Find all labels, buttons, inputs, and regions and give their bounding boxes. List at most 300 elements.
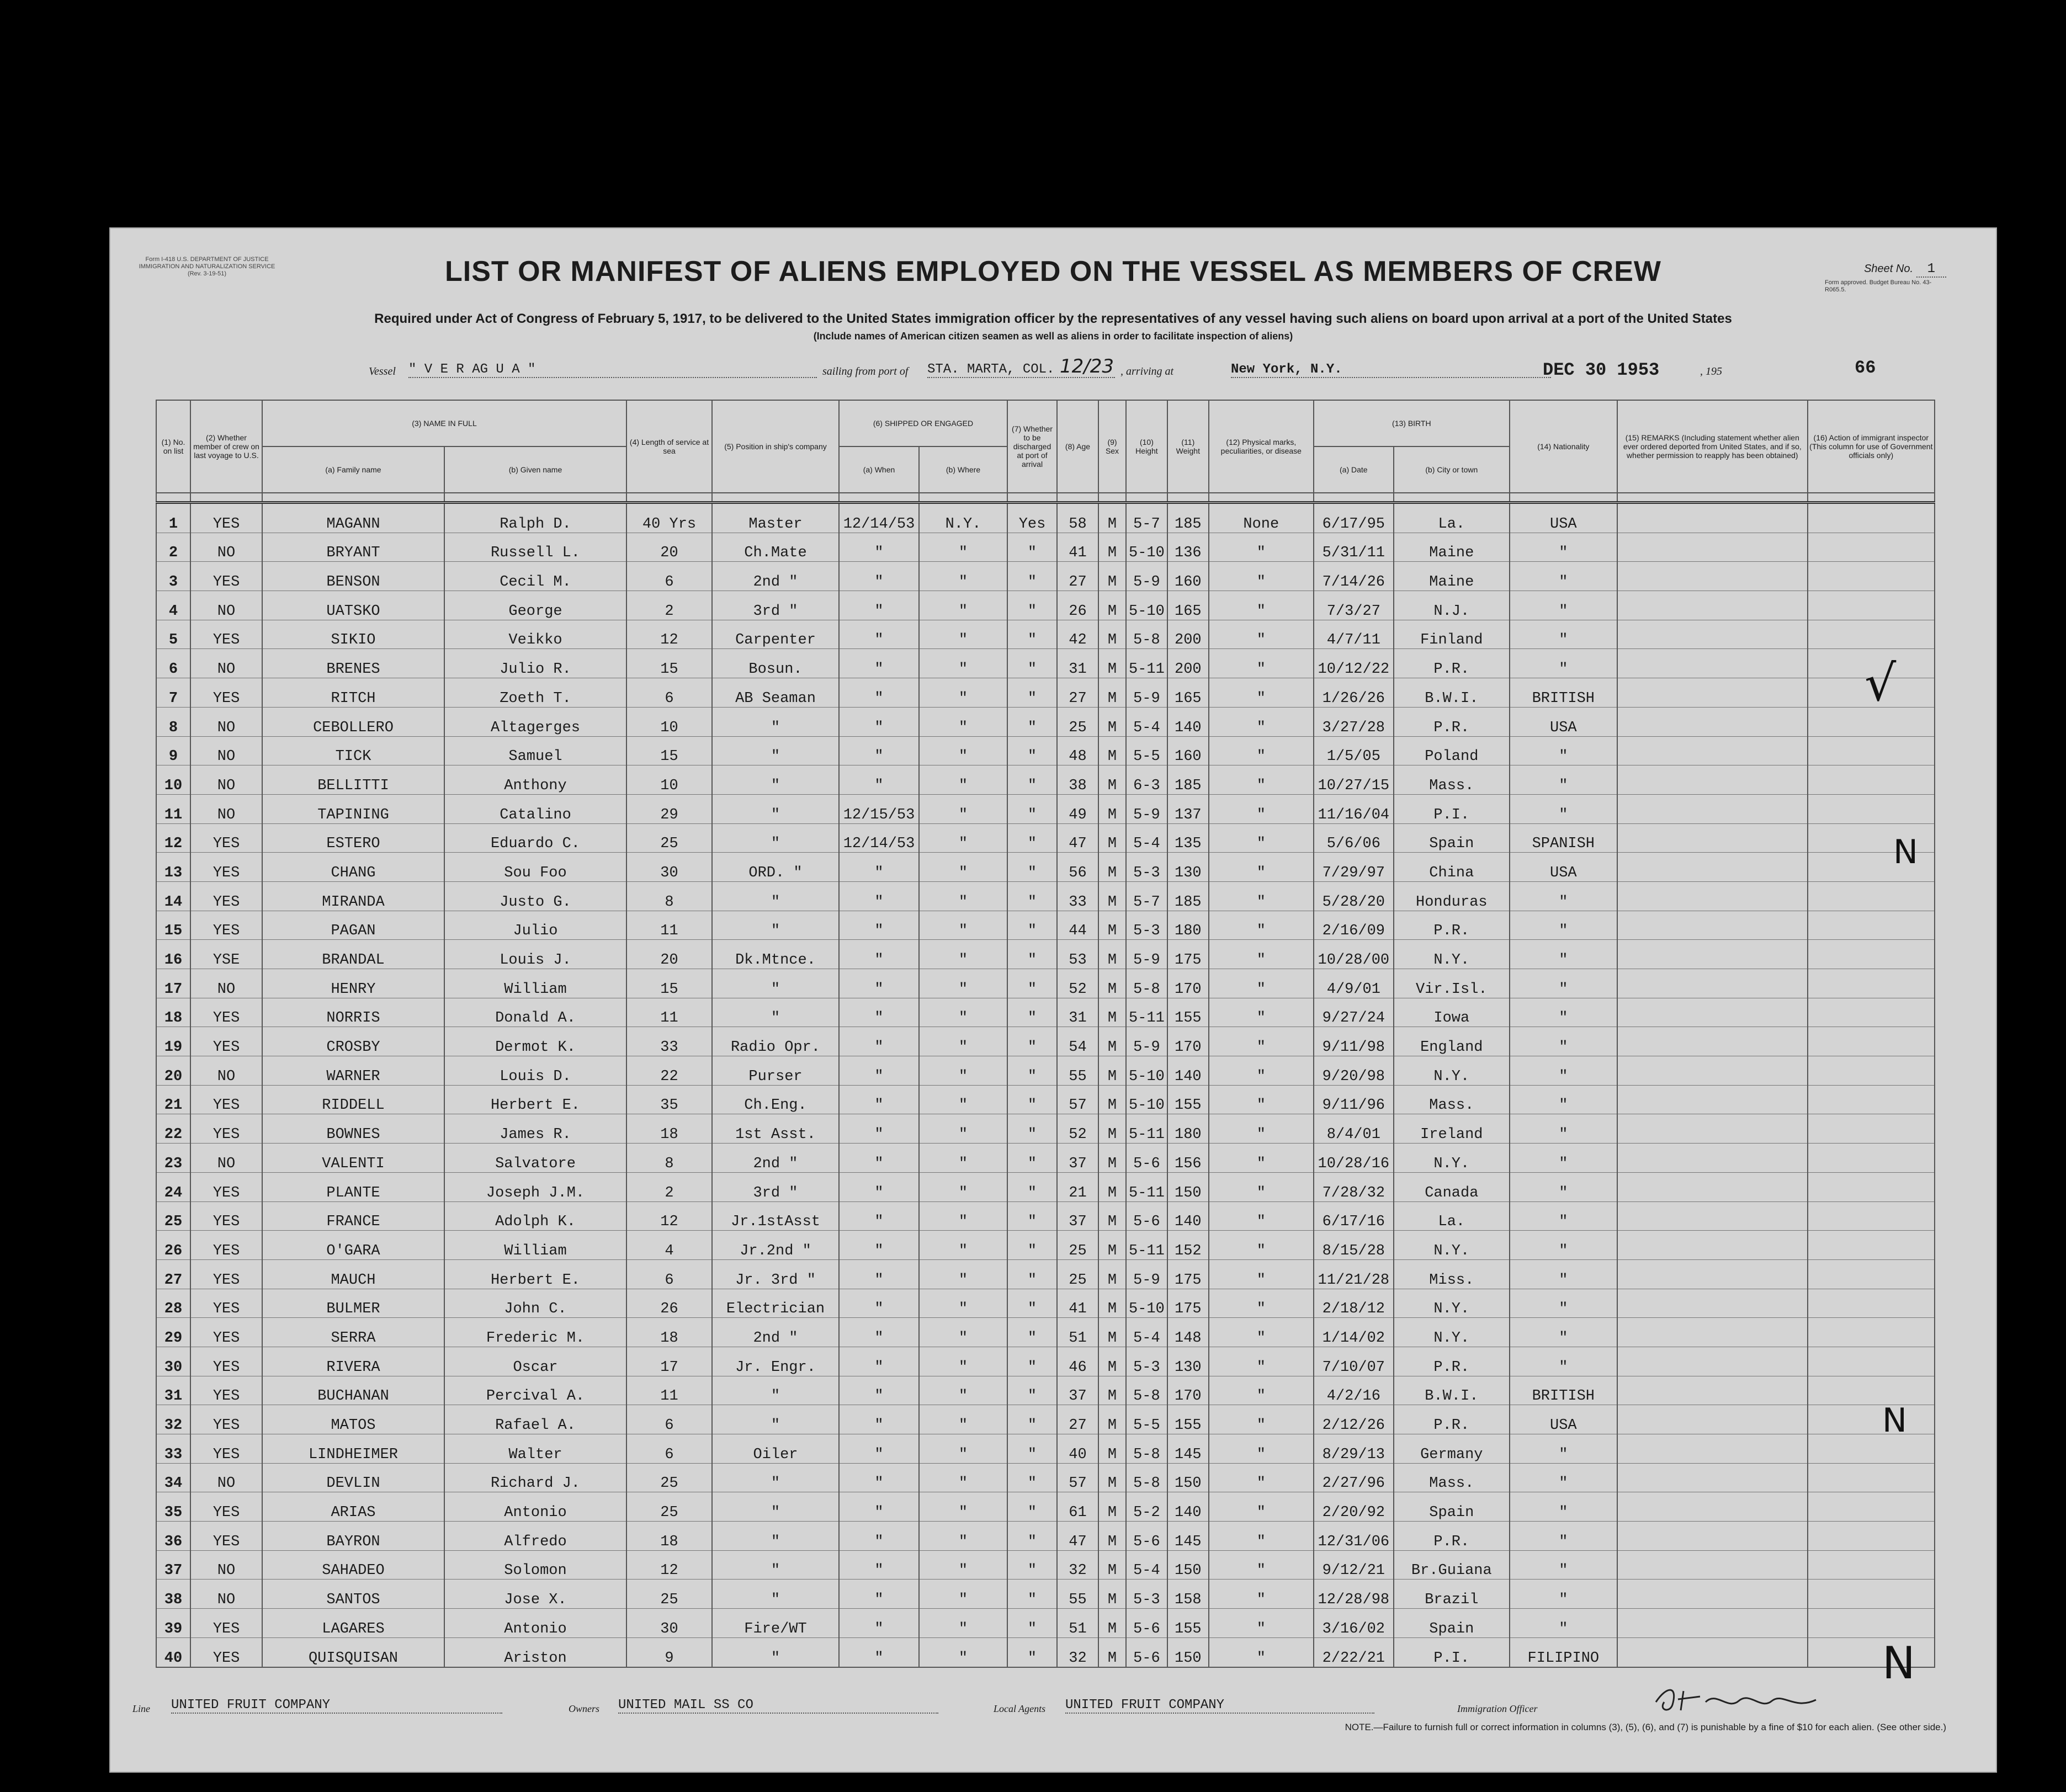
birth-city-cell: B.W.I. xyxy=(1394,1376,1510,1405)
shipped-when-cell: " xyxy=(839,1434,919,1464)
physical-marks-cell: " xyxy=(1209,998,1314,1027)
nationality-cell: " xyxy=(1510,533,1617,562)
height-cell: 5-6 xyxy=(1126,1637,1167,1667)
remarks-cell xyxy=(1617,1289,1808,1318)
birth-date-cell: 10/28/16 xyxy=(1314,1144,1394,1173)
row-number-cell: 19 xyxy=(156,1027,190,1056)
remarks-cell xyxy=(1617,1259,1808,1289)
family-name-cell: BAYRON xyxy=(262,1522,444,1551)
sex-cell: M xyxy=(1098,1085,1126,1114)
table-row xyxy=(156,1463,1935,1492)
position-cell: ORD. " xyxy=(712,853,839,882)
shipped-when-cell: " xyxy=(839,1056,919,1086)
row-number-cell: 40 xyxy=(156,1637,190,1667)
header-no: (1) No. on list xyxy=(156,400,190,493)
physical-marks-cell: " xyxy=(1209,1550,1314,1580)
sex-cell: M xyxy=(1098,1201,1126,1231)
table-row xyxy=(156,1201,1935,1231)
discharged-cell: " xyxy=(1007,823,1057,853)
family-name-cell: ESTERO xyxy=(262,823,444,853)
birth-city-cell: N.Y. xyxy=(1394,1231,1510,1260)
position-cell: Purser xyxy=(712,1056,839,1086)
table-row xyxy=(156,1550,1935,1580)
height-cell: 5-9 xyxy=(1126,940,1167,969)
position-cell: " xyxy=(712,998,839,1027)
nationality-cell: USA xyxy=(1510,853,1617,882)
row-number-cell: 33 xyxy=(156,1434,190,1464)
inspector-action-cell xyxy=(1808,1172,1935,1201)
age-cell: 31 xyxy=(1057,649,1098,678)
birth-city-cell: P.R. xyxy=(1394,707,1510,736)
shipped-where-cell: " xyxy=(919,1144,1007,1173)
given-name-cell: Sou Foo xyxy=(444,853,626,882)
nationality-cell: " xyxy=(1510,1522,1617,1551)
discharged-cell: " xyxy=(1007,1201,1057,1231)
family-name-cell: BUCHANAN xyxy=(262,1376,444,1405)
last-voyage-cell: NO xyxy=(190,794,262,823)
nationality-cell: FILIPINO xyxy=(1510,1637,1617,1667)
physical-marks-cell: " xyxy=(1209,940,1314,969)
last-voyage-cell: YES xyxy=(190,1231,262,1260)
discharged-cell: " xyxy=(1007,1144,1057,1173)
service-length-cell: 12 xyxy=(626,620,712,649)
given-name-cell: Ralph D. xyxy=(444,503,626,533)
birth-city-cell: Mass. xyxy=(1394,1463,1510,1492)
weight-cell: 175 xyxy=(1167,1259,1209,1289)
birth-city-cell: Miss. xyxy=(1394,1259,1510,1289)
birth-city-cell: Germany xyxy=(1394,1434,1510,1464)
given-name-cell: Oscar xyxy=(444,1347,626,1376)
shipped-where-cell: " xyxy=(919,1172,1007,1201)
row-number-cell: 18 xyxy=(156,998,190,1027)
age-cell: 32 xyxy=(1057,1637,1098,1667)
last-voyage-cell: YES xyxy=(190,911,262,940)
service-length-cell: 12 xyxy=(626,1201,712,1231)
subnote: (Include names of American citizen seamen as well as aliens in order to facilitate inspection of aliens) xyxy=(813,331,1293,342)
shipped-when-cell: " xyxy=(839,678,919,708)
birth-city-cell: N.Y. xyxy=(1394,1056,1510,1086)
line-company: UNITED FRUIT COMPANY xyxy=(171,1698,502,1714)
physical-marks-cell: " xyxy=(1209,765,1314,795)
row-number-cell: 25 xyxy=(156,1201,190,1231)
age-cell: 48 xyxy=(1057,736,1098,765)
shipped-where-cell: " xyxy=(919,794,1007,823)
given-name-cell: Alfredo xyxy=(444,1522,626,1551)
position-cell: " xyxy=(712,911,839,940)
inspector-action-cell xyxy=(1808,998,1935,1027)
row-number-cell: 9 xyxy=(156,736,190,765)
remarks-cell xyxy=(1617,998,1808,1027)
row-number-cell: 6 xyxy=(156,649,190,678)
given-name-cell: Russell L. xyxy=(444,533,626,562)
given-name-cell: Louis J. xyxy=(444,940,626,969)
position-cell: Bosun. xyxy=(712,649,839,678)
age-cell: 57 xyxy=(1057,1463,1098,1492)
crew-rows xyxy=(156,503,1935,1667)
budget-note: Form approved. Budget Bureau No. 43-R065.5. xyxy=(1825,279,1932,293)
service-length-cell: 9 xyxy=(626,1637,712,1667)
inspector-check-mark: N xyxy=(1882,1637,1915,1689)
age-cell: 49 xyxy=(1057,794,1098,823)
position-cell: 2nd " xyxy=(712,562,839,591)
shipped-when-cell: " xyxy=(839,1522,919,1551)
physical-marks-cell: " xyxy=(1209,1580,1314,1609)
last-voyage-cell: YES xyxy=(190,1085,262,1114)
given-name-cell: William xyxy=(444,969,626,998)
birth-city-cell: Spain xyxy=(1394,1609,1510,1638)
shipped-where-cell: " xyxy=(919,1609,1007,1638)
sex-cell: M xyxy=(1098,823,1126,853)
family-name-cell: LAGARES xyxy=(262,1609,444,1638)
inspector-action-cell xyxy=(1808,1259,1935,1289)
birth-date-cell: 5/28/20 xyxy=(1314,881,1394,911)
position-cell: " xyxy=(712,1550,839,1580)
physical-marks-cell: " xyxy=(1209,1347,1314,1376)
nationality-cell: " xyxy=(1510,765,1617,795)
height-cell: 5-5 xyxy=(1126,1405,1167,1434)
height-cell: 5-6 xyxy=(1126,1201,1167,1231)
weight-cell: 185 xyxy=(1167,881,1209,911)
row-number-cell: 36 xyxy=(156,1522,190,1551)
shipped-where-cell: " xyxy=(919,591,1007,620)
age-cell: 37 xyxy=(1057,1144,1098,1173)
header-physical-marks: (12) Physical marks, peculiarities, or disease xyxy=(1209,400,1314,493)
height-cell: 5-7 xyxy=(1126,503,1167,533)
height-cell: 5-10 xyxy=(1126,1085,1167,1114)
age-cell: 51 xyxy=(1057,1609,1098,1638)
physical-marks-cell: " xyxy=(1209,1434,1314,1464)
table-row xyxy=(156,1114,1935,1144)
last-voyage-cell: YES xyxy=(190,1434,262,1464)
remarks-cell xyxy=(1617,1144,1808,1173)
crew-manifest-table xyxy=(156,400,1935,1668)
weight-cell: 136 xyxy=(1167,533,1209,562)
given-name-cell: Julio R. xyxy=(444,649,626,678)
height-cell: 5-8 xyxy=(1126,1376,1167,1405)
remarks-cell xyxy=(1617,1172,1808,1201)
header-shipped-where: (b) Where xyxy=(919,446,1007,493)
shipped-where-cell: " xyxy=(919,1114,1007,1144)
discharged-cell: " xyxy=(1007,707,1057,736)
sex-cell: M xyxy=(1098,1318,1126,1347)
birth-date-cell: 4/2/16 xyxy=(1314,1376,1394,1405)
age-cell: 31 xyxy=(1057,998,1098,1027)
last-voyage-cell: YES xyxy=(190,503,262,533)
nationality-cell: BRITISH xyxy=(1510,1376,1617,1405)
header-birth-date: (a) Date xyxy=(1314,446,1394,493)
given-name-cell: Samuel xyxy=(444,736,626,765)
weight-cell: 170 xyxy=(1167,969,1209,998)
officer-label: Immigration Officer xyxy=(1457,1703,1538,1714)
birth-city-cell: N.Y. xyxy=(1394,1318,1510,1347)
height-cell: 5-9 xyxy=(1126,1259,1167,1289)
nationality-cell: " xyxy=(1510,1463,1617,1492)
row-number-cell: 27 xyxy=(156,1259,190,1289)
shipped-where-cell: " xyxy=(919,1085,1007,1114)
birth-date-cell: 2/22/21 xyxy=(1314,1637,1394,1667)
sex-cell: M xyxy=(1098,1056,1126,1086)
physical-marks-cell: " xyxy=(1209,1637,1314,1667)
header-sex: (9) Sex xyxy=(1098,400,1126,493)
sheet-number xyxy=(1864,262,1946,276)
remarks-cell xyxy=(1617,1318,1808,1347)
table-row xyxy=(156,1405,1935,1434)
age-cell: 47 xyxy=(1057,823,1098,853)
last-voyage-cell: YSE xyxy=(190,940,262,969)
physical-marks-cell: " xyxy=(1209,1609,1314,1638)
shipped-when-cell: " xyxy=(839,591,919,620)
row-number-cell: 1 xyxy=(156,503,190,533)
weight-cell: 175 xyxy=(1167,940,1209,969)
shipped-when-cell: " xyxy=(839,998,919,1027)
row-number-cell: 11 xyxy=(156,794,190,823)
height-cell: 5-2 xyxy=(1126,1492,1167,1522)
shipped-when-cell: " xyxy=(839,1259,919,1289)
birth-date-cell: 1/26/26 xyxy=(1314,678,1394,708)
given-name-cell: Catalino xyxy=(444,794,626,823)
shipped-when-cell: " xyxy=(839,1492,919,1522)
inspector-action-cell xyxy=(1808,620,1935,649)
shipped-when-cell: " xyxy=(839,1114,919,1144)
height-cell: 5-10 xyxy=(1126,1289,1167,1318)
height-cell: 5-8 xyxy=(1126,1434,1167,1464)
birth-date-cell: 12/28/98 xyxy=(1314,1580,1394,1609)
inspector-action-cell xyxy=(1808,1550,1935,1580)
age-cell: 26 xyxy=(1057,591,1098,620)
sex-cell: M xyxy=(1098,1027,1126,1056)
birth-city-cell: Mass. xyxy=(1394,765,1510,795)
age-cell: 21 xyxy=(1057,1172,1098,1201)
age-cell: 57 xyxy=(1057,1085,1098,1114)
service-length-cell: 2 xyxy=(626,591,712,620)
height-cell: 5-9 xyxy=(1126,678,1167,708)
discharged-cell: " xyxy=(1007,649,1057,678)
inspector-action-cell xyxy=(1808,1027,1935,1056)
height-cell: 5-8 xyxy=(1126,620,1167,649)
family-name-cell: SIKIO xyxy=(262,620,444,649)
given-name-cell: Frederic M. xyxy=(444,1318,626,1347)
height-cell: 5-5 xyxy=(1126,736,1167,765)
inspector-action-cell xyxy=(1808,1492,1935,1522)
height-cell: 5-7 xyxy=(1126,881,1167,911)
physical-marks-cell: " xyxy=(1209,823,1314,853)
nationality-cell: " xyxy=(1510,1492,1617,1522)
table-row xyxy=(156,562,1935,591)
birth-date-cell: 3/16/02 xyxy=(1314,1609,1394,1638)
discharged-cell: " xyxy=(1007,1318,1057,1347)
birth-date-cell: 9/12/21 xyxy=(1314,1550,1394,1580)
birth-city-cell: N.J. xyxy=(1394,591,1510,620)
service-length-cell: 25 xyxy=(626,1463,712,1492)
shipped-when-cell: " xyxy=(839,881,919,911)
shipped-when-cell: " xyxy=(839,1376,919,1405)
birth-date-cell: 7/14/26 xyxy=(1314,562,1394,591)
remarks-cell xyxy=(1617,707,1808,736)
position-cell: Jr.2nd " xyxy=(712,1231,839,1260)
age-cell: 25 xyxy=(1057,1231,1098,1260)
age-cell: 46 xyxy=(1057,1347,1098,1376)
given-name-cell: Walter xyxy=(444,1434,626,1464)
height-cell: 5-4 xyxy=(1126,1318,1167,1347)
sex-cell: M xyxy=(1098,1114,1126,1144)
physical-marks-cell: " xyxy=(1209,533,1314,562)
age-cell: 44 xyxy=(1057,911,1098,940)
weight-cell: 200 xyxy=(1167,649,1209,678)
discharged-cell: " xyxy=(1007,1609,1057,1638)
service-length-cell: 20 xyxy=(626,533,712,562)
birth-date-cell: 2/18/12 xyxy=(1314,1289,1394,1318)
shipped-where-cell: " xyxy=(919,881,1007,911)
shipped-when-cell: " xyxy=(839,1231,919,1260)
weight-cell: 165 xyxy=(1167,591,1209,620)
sex-cell: M xyxy=(1098,591,1126,620)
family-name-cell: QUISQUISAN xyxy=(262,1637,444,1667)
last-voyage-cell: YES xyxy=(190,1114,262,1144)
remarks-cell xyxy=(1617,1085,1808,1114)
row-number-cell: 22 xyxy=(156,1114,190,1144)
height-cell: 5-10 xyxy=(1126,1056,1167,1086)
sheet-label: Sheet No. xyxy=(1864,263,1914,275)
family-name-cell: PAGAN xyxy=(262,911,444,940)
shipped-where-cell: " xyxy=(919,853,1007,882)
last-voyage-cell: YES xyxy=(190,1522,262,1551)
given-name-cell: Altagerges xyxy=(444,707,626,736)
shipped-where-cell: " xyxy=(919,1231,1007,1260)
height-cell: 6-3 xyxy=(1126,765,1167,795)
remarks-cell xyxy=(1617,765,1808,795)
shipped-where-cell: " xyxy=(919,1434,1007,1464)
remarks-cell xyxy=(1617,969,1808,998)
page-title: LIST OR MANIFEST OF ALIENS EMPLOYED ON THE VESSEL AS MEMBERS OF CREW xyxy=(445,256,1661,288)
sex-cell: M xyxy=(1098,911,1126,940)
discharged-cell: " xyxy=(1007,620,1057,649)
form-identifier: Form I-418 U.S. DEPARTMENT OF JUSTICE IMMIGRATION AND NATURALIZATION SERVICE (Rev. 3-19-51) xyxy=(139,256,275,277)
position-cell: Oiler xyxy=(712,1434,839,1464)
age-cell: 55 xyxy=(1057,1056,1098,1086)
shipped-where-cell: " xyxy=(919,1637,1007,1667)
nationality-cell: " xyxy=(1510,998,1617,1027)
discharged-cell: " xyxy=(1007,1550,1057,1580)
physical-marks-cell: " xyxy=(1209,1144,1314,1173)
sex-cell: M xyxy=(1098,562,1126,591)
service-length-cell: 2 xyxy=(626,1172,712,1201)
sex-cell: M xyxy=(1098,881,1126,911)
table-row xyxy=(156,1231,1935,1260)
row-number-cell: 39 xyxy=(156,1609,190,1638)
position-cell: " xyxy=(712,1463,839,1492)
discharged-cell: " xyxy=(1007,1231,1057,1260)
physical-marks-cell: " xyxy=(1209,562,1314,591)
header-shipped-when: (a) When xyxy=(839,446,919,493)
shipped-when-cell: " xyxy=(839,1463,919,1492)
remarks-cell xyxy=(1617,1434,1808,1464)
discharged-cell: " xyxy=(1007,853,1057,882)
table-row xyxy=(156,649,1935,678)
service-length-cell: 40 Yrs xyxy=(626,503,712,533)
agents-company: UNITED FRUIT COMPANY xyxy=(1065,1698,1374,1714)
shipped-when-cell: 12/15/53 xyxy=(839,794,919,823)
sex-cell: M xyxy=(1098,1609,1126,1638)
birth-city-cell: P.R. xyxy=(1394,1405,1510,1434)
last-voyage-cell: NO xyxy=(190,765,262,795)
height-cell: 5-10 xyxy=(1126,533,1167,562)
given-name-cell: Richard J. xyxy=(444,1463,626,1492)
nationality-cell: " xyxy=(1510,911,1617,940)
table-row xyxy=(156,911,1935,940)
birth-city-cell: Mass. xyxy=(1394,1085,1510,1114)
shipped-when-cell: " xyxy=(839,940,919,969)
inspector-action-cell xyxy=(1808,1376,1935,1405)
last-voyage-cell: YES xyxy=(190,881,262,911)
family-name-cell: SAHADEO xyxy=(262,1550,444,1580)
given-name-cell: Percival A. xyxy=(444,1376,626,1405)
shipped-where-cell: " xyxy=(919,998,1007,1027)
service-length-cell: 15 xyxy=(626,969,712,998)
sex-cell: M xyxy=(1098,1376,1126,1405)
birth-date-cell: 10/12/22 xyxy=(1314,649,1394,678)
birth-date-cell: 8/29/13 xyxy=(1314,1434,1394,1464)
header-age: (8) Age xyxy=(1057,400,1098,493)
discharged-cell: " xyxy=(1007,1085,1057,1114)
discharged-cell: " xyxy=(1007,998,1057,1027)
height-cell: 5-11 xyxy=(1126,649,1167,678)
row-number-cell: 10 xyxy=(156,765,190,795)
birth-date-cell: 1/5/05 xyxy=(1314,736,1394,765)
birth-date-cell: 2/20/92 xyxy=(1314,1492,1394,1522)
age-cell: 42 xyxy=(1057,620,1098,649)
shipped-when-cell: " xyxy=(839,1201,919,1231)
position-cell: " xyxy=(712,881,839,911)
age-cell: 32 xyxy=(1057,1550,1098,1580)
family-name-cell: MAGANN xyxy=(262,503,444,533)
family-name-cell: MIRANDA xyxy=(262,881,444,911)
shipped-when-cell: " xyxy=(839,649,919,678)
physical-marks-cell: " xyxy=(1209,1231,1314,1260)
vessel-name: " V E R AG U A " xyxy=(408,362,817,378)
birth-date-cell: 2/27/96 xyxy=(1314,1463,1394,1492)
shipped-when-cell: " xyxy=(839,1289,919,1318)
remarks-cell xyxy=(1617,823,1808,853)
age-cell: 47 xyxy=(1057,1522,1098,1551)
age-cell: 27 xyxy=(1057,1405,1098,1434)
physical-marks-cell: " xyxy=(1209,620,1314,649)
family-name-cell: PLANTE xyxy=(262,1172,444,1201)
sex-cell: M xyxy=(1098,940,1126,969)
table-row xyxy=(156,736,1935,765)
birth-city-cell: N.Y. xyxy=(1394,940,1510,969)
row-number-cell: 26 xyxy=(156,1231,190,1260)
table-row xyxy=(156,1318,1935,1347)
discharged-cell: " xyxy=(1007,794,1057,823)
remarks-cell xyxy=(1617,1405,1808,1434)
height-cell: 5-4 xyxy=(1126,707,1167,736)
discharged-cell: " xyxy=(1007,533,1057,562)
header-weight: (11) Weight xyxy=(1167,400,1209,493)
position-cell: " xyxy=(712,1637,839,1667)
sex-cell: M xyxy=(1098,1434,1126,1464)
table-row xyxy=(156,969,1935,998)
shipped-when-cell: " xyxy=(839,1405,919,1434)
height-cell: 5-9 xyxy=(1126,562,1167,591)
height-cell: 5-3 xyxy=(1126,911,1167,940)
shipped-where-cell: " xyxy=(919,1580,1007,1609)
physical-marks-cell: " xyxy=(1209,794,1314,823)
arriving-label: , arriving at xyxy=(1120,365,1174,377)
birth-city-cell: Poland xyxy=(1394,736,1510,765)
last-voyage-cell: YES xyxy=(190,1405,262,1434)
physical-marks-cell: " xyxy=(1209,1201,1314,1231)
nationality-cell: " xyxy=(1510,1056,1617,1086)
